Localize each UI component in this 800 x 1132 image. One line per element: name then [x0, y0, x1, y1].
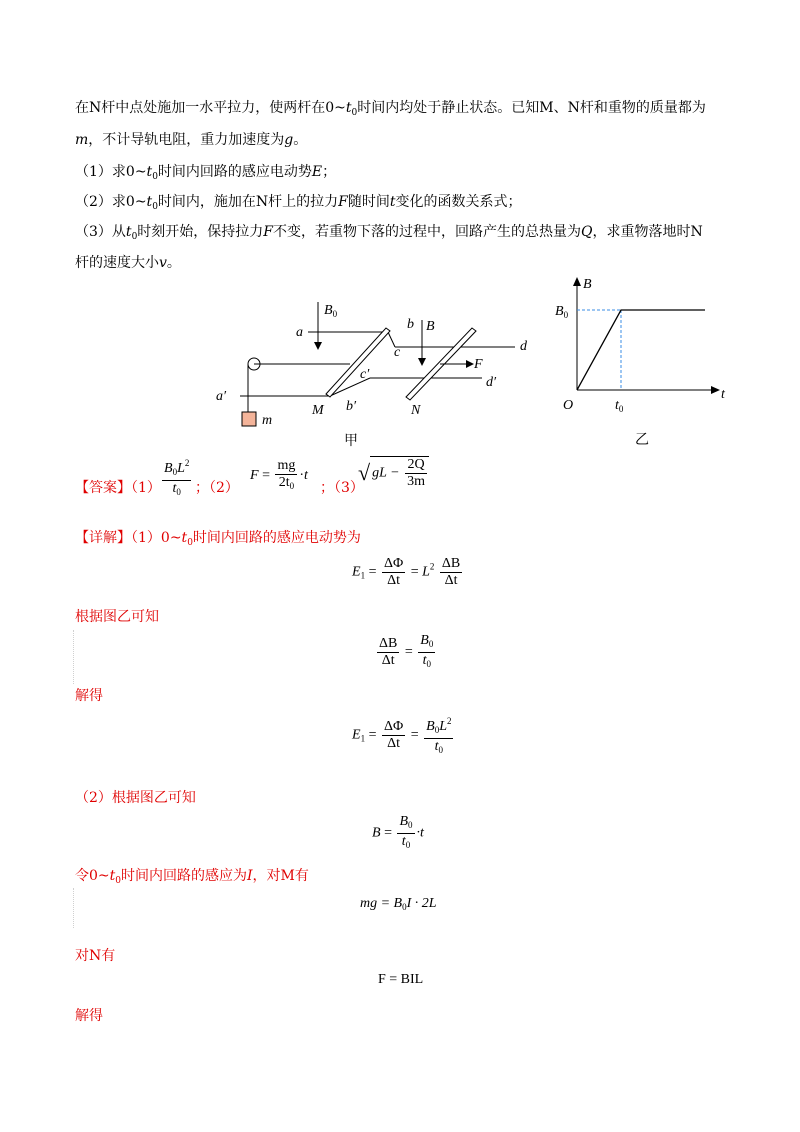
b-t-curve — [577, 310, 705, 390]
solution-line-7: 解得 — [75, 1008, 103, 1024]
answer-1-formula: $\frac{B_0L^2}{t_0}$ — [160, 455, 193, 500]
answer-tag: 【答案】（1） — [75, 480, 161, 496]
eq-E1-delta: $E_1$ = $\frac{\Delta\Phi}{\Delta t}$ = $L^2$ $\frac{\Delta B}{\Delta t}$ — [352, 556, 461, 588]
label-c-prime: c′ — [360, 367, 370, 382]
solution-line-5: 令$0\sim t_0$时间内回路的感应为I，对M有 — [75, 868, 309, 886]
eq-dB-dt: $\frac{\Delta B}{\Delta t}$ = $\frac{B_0}{t_0}$ — [379, 633, 434, 669]
question-2: （2）求$0\sim t_0$时间内，施加在N杆上的拉力F随时间t变化的函数关系式； — [75, 194, 522, 212]
rod-M — [326, 328, 390, 397]
problem-line-1: 在N杆中点处施加一水平拉力，使两杆在$0\sim t_0$时间内均处于静止状态。已知M、N杆和重物的质量都为 — [75, 100, 706, 118]
axis-label-B: B — [583, 277, 592, 292]
question-1: （1）求$0\sim t_0$时间内回路的感应电动势E； — [75, 164, 337, 182]
mass-block — [242, 412, 256, 426]
figure-jia — [210, 290, 540, 450]
tick-label-B0: $B_0$ — [555, 304, 569, 320]
answer-sep-3: ；（3） — [320, 480, 364, 496]
label-B: B — [426, 319, 435, 334]
label-d: d — [520, 339, 527, 354]
label-B0: $B_0$ — [324, 303, 338, 319]
label-M: M — [312, 403, 324, 418]
solution-line-2: 根据图乙可知 — [75, 609, 159, 625]
solution-line-4: （2）根据图乙可知 — [75, 790, 196, 806]
eq-E1-result: $E_1$ = $\frac{\Delta\Phi}{\Delta t}$ = $\frac{B_0L^2}{t_0}$ — [352, 713, 455, 758]
label-c: c — [394, 345, 401, 360]
solution-line-3: 解得 — [75, 688, 103, 704]
label-b-prime: b′ — [346, 399, 357, 414]
solution-line-1: 【详解】$(1)0\sim t_0$时间内回路的感应电动势为 — [75, 530, 361, 548]
answer-sep-2: ；（2） — [195, 480, 239, 496]
label-a: a — [296, 325, 303, 340]
label-m: m — [262, 413, 273, 428]
label-a-prime: a′ — [216, 389, 227, 404]
eq-B-t: B = $\frac{B_0}{t_0}$ ·t — [372, 814, 424, 850]
label-N: N — [411, 403, 421, 418]
problem-line-2: m，不计导轨电阻，重力加速度为g。 — [75, 132, 308, 148]
question-3: （3）从$t_0$时刻开始，保持拉力F不变，若重物下落的过程中，回路产生的总热量为Q，求重物落地时N — [75, 224, 703, 242]
label-F: F — [474, 357, 483, 372]
label-b: b — [407, 317, 414, 332]
eq-mg: mg = $B_0I \cdot 2L$ — [360, 896, 437, 912]
question-3-line-2: 杆的速度大小v。 — [75, 255, 181, 271]
axis-label-t: t — [721, 387, 725, 402]
answer-3-formula: √ gL − $\frac{2Q}{3m}$ — [358, 456, 429, 490]
origin-label: O — [563, 398, 574, 413]
caption-jia: 甲 — [344, 434, 358, 449]
caption-yi: 乙 — [635, 433, 649, 448]
tick-label-t0: $t_0$ — [615, 398, 624, 414]
label-d-prime: d′ — [486, 375, 497, 390]
eq-F: F = BIL — [378, 972, 424, 987]
figure-yi — [555, 272, 735, 452]
answer-2-formula: F = $\frac{mg}{2t_0}$ ·t — [250, 458, 308, 491]
solution-line-6: 对N有 — [75, 948, 116, 964]
